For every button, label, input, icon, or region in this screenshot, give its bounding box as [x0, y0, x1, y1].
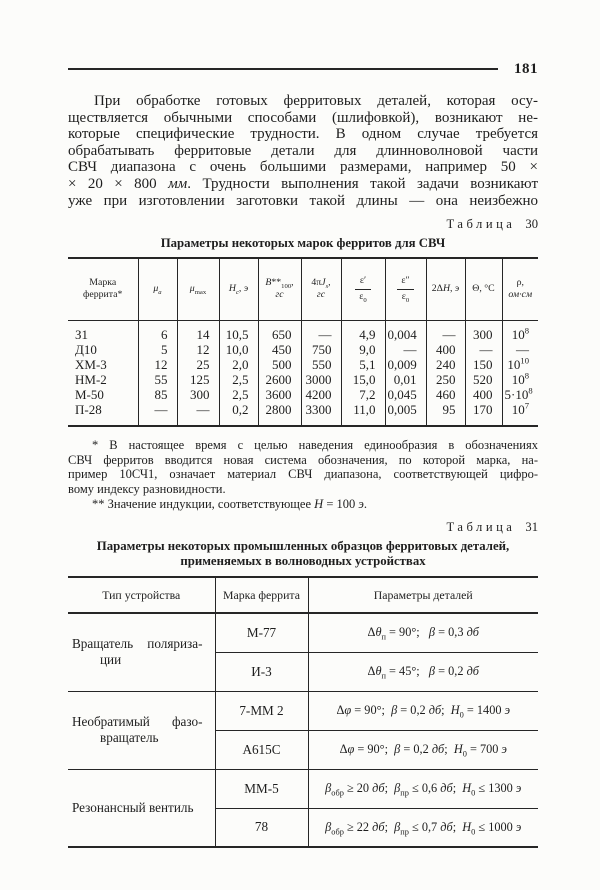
device-type-cell	[68, 613, 215, 691]
table30-row	[68, 402, 538, 426]
value-cell: 500	[258, 357, 301, 372]
ferrite-mark-cell: ХМ-3	[75, 356, 107, 372]
table31-caption-line1: Параметры некоторых промышленных образцов ферритовых деталей,	[96, 539, 510, 554]
value-cell: 4,9	[341, 320, 385, 342]
value-cell: 0,045	[385, 387, 426, 402]
table30-caption: Параметры некоторых марок ферритов для СВЧ	[160, 236, 446, 251]
ferrite-mark-cell: И-3	[215, 652, 308, 691]
eps-double-prime-fraction: $\frac{\varepsilon''}{\varepsilon_0}$	[397, 275, 413, 303]
table31-label	[68, 520, 538, 535]
table30-header	[68, 258, 538, 320]
value-cell: 460	[426, 387, 465, 402]
paragraph-line: При обработке готовых ферритовых деталей, которая осу-	[94, 93, 538, 109]
value-cell: 240	[426, 357, 465, 372]
value-cell: 10,0	[219, 342, 258, 357]
footnote-line: СВЧ ферритов вводится новая система обозначения, по которой марка, на-	[68, 452, 538, 467]
value-cell: 300	[177, 387, 219, 402]
table31-caption-line2: применяемых в волноводных устройствах	[180, 554, 426, 569]
table31-body	[68, 613, 538, 847]
value-cell: 14	[177, 320, 219, 342]
table31-header	[68, 577, 538, 613]
paragraph-line: уже при изготовлении заготовки такой длины — она неизбежно	[68, 192, 538, 209]
footnote-line: пример 10СЧ1, означает материал СВЧ диапазона, соответствующей цифро-	[68, 467, 538, 482]
value-cell: 85	[138, 387, 177, 402]
table31-row	[68, 613, 538, 652]
value-cell: 4200	[301, 387, 341, 402]
col-header-4pijs: $4\pi J_s$, гс	[301, 258, 341, 320]
value-cell: 2600	[258, 372, 301, 387]
value-cell: 12	[138, 357, 177, 372]
device-params-cell: Δφ = 90°; β = 0,2 дб; $H_0 = 700$ э	[308, 730, 538, 769]
device-params-cell: $\Delta\theta_п = 90^\circ$; β = 0,3 дб	[308, 613, 538, 652]
value-cell: 750	[301, 342, 341, 357]
ferrite-mark-cell: З1	[75, 326, 89, 342]
value-cell: 25	[177, 357, 219, 372]
ferrite-mark-cell: М-77	[215, 613, 308, 652]
value-cell: —	[502, 342, 538, 357]
table30	[68, 257, 538, 427]
page-header	[68, 60, 538, 78]
value-cell: 7,2	[341, 387, 385, 402]
value-cell: 150	[465, 357, 502, 372]
table31-caption	[68, 539, 538, 569]
value-cell: 10,5	[219, 320, 258, 342]
table30-row	[68, 320, 538, 342]
col-header-ferrite-mark: Марка феррита*	[68, 258, 138, 320]
table30-row	[68, 342, 538, 357]
value-cell: 9,0	[341, 342, 385, 357]
page-number: 181	[514, 60, 538, 77]
value-cell: 12	[177, 342, 219, 357]
value-cell: 450	[258, 342, 301, 357]
value-cell: $10^{10}$	[502, 357, 538, 372]
paragraph-line: СВЧ диапазона с очень большими размерами, например 50 ×	[68, 159, 538, 176]
value-cell: 0,2	[219, 402, 258, 426]
value-cell: 170	[465, 402, 502, 426]
table30-row	[68, 372, 538, 387]
value-cell: 2,5	[219, 372, 258, 387]
device-type-line: Необратимый фазо-	[72, 714, 203, 730]
value-cell: 3300	[301, 402, 341, 426]
value-cell: 3000	[301, 372, 341, 387]
footnote-line: вому индексу разновидности.	[68, 482, 226, 497]
value-cell: 0,009	[385, 357, 426, 372]
col-header-mu-max: $\mu_{max}$	[177, 258, 219, 320]
device-params-cell: Δφ = 90°; β = 0,2 дб; $H_0 = 1400$ э	[308, 691, 538, 730]
footnote-line: * В настоящее время с целью наведения единообразия в обозначениях	[92, 437, 538, 452]
table31-row	[68, 691, 538, 730]
value-cell: 95	[426, 402, 465, 426]
device-params-cell: $\Delta\theta_п = 45^\circ$; β = 0,2 дб	[308, 652, 538, 691]
col-header-eps-double-prime	[385, 258, 426, 320]
value-cell: 5	[138, 342, 177, 357]
table30-label	[68, 217, 538, 232]
value-cell: 300	[465, 320, 502, 342]
ferrite-mark-cell: П-28	[75, 401, 102, 417]
paragraph-line: ществляется обычными способами (шлифовкой), возникают не-	[68, 109, 538, 126]
value-cell: 3600	[258, 387, 301, 402]
value-cell: 520	[465, 372, 502, 387]
table31-row	[68, 769, 538, 808]
value-cell: 0,005	[385, 402, 426, 426]
device-type-line: Вращатель поляриза-	[72, 636, 203, 652]
device-type-cell	[68, 769, 215, 847]
value-cell: 2,5	[219, 387, 258, 402]
table30-label-word: Таблица	[446, 217, 516, 232]
col-header-theta: Θ, °C	[465, 258, 502, 320]
table31	[68, 576, 538, 848]
value-cell: 55	[138, 372, 177, 387]
col-header-parameters: Параметры деталей	[308, 577, 538, 613]
col-header-hc: $H_c$, э	[219, 258, 258, 320]
col-header-ferrite-mark31: Марка феррита	[215, 577, 308, 613]
device-type-line: ции	[100, 652, 122, 668]
col-header-mu-a: $\mu_a$	[138, 258, 177, 320]
footnotes	[68, 438, 538, 513]
ferrite-mark-cell: ММ-5	[215, 769, 308, 808]
table31-label-word: Таблица	[446, 520, 516, 535]
table30-body	[68, 320, 538, 426]
table30-label-number: 30	[525, 217, 538, 232]
device-params-cell: $\beta_{обр} \ge 22$ дб; $\beta_{пр} \le 0,7$ дб; $H_0 \le 1000$ э	[308, 808, 538, 847]
col-header-device-type: Тип устройства	[68, 577, 215, 613]
value-cell: 2800	[258, 402, 301, 426]
ferrite-mark-cell: Д10	[75, 341, 97, 357]
value-cell: 550	[301, 357, 341, 372]
device-params-cell: $\beta_{обр} \ge 20$ дб; $\beta_{пр} \le 0,6$ дб; $H_0 \le 1300$ э	[308, 769, 538, 808]
value-cell: 650	[258, 320, 301, 342]
value-cell: 0,004	[385, 320, 426, 342]
value-cell: 0,01	[385, 372, 426, 387]
value-cell: 6	[138, 320, 177, 342]
paragraph-line: × 20 × 800 мм. Трудности выполнения такой задачи возникают	[68, 175, 538, 192]
value-cell: $5\cdot 10^8$	[502, 387, 538, 402]
value-cell: 11,0	[341, 402, 385, 426]
value-cell: —	[426, 320, 465, 342]
value-cell: 15,0	[341, 372, 385, 387]
value-cell: —	[465, 342, 502, 357]
ferrite-mark-cell: 7-ММ 2	[215, 691, 308, 730]
device-type-line: вращатель	[100, 730, 159, 746]
col-header-rho: ρ, ом·см	[502, 258, 538, 320]
value-cell: —	[385, 342, 426, 357]
value-cell: —	[301, 320, 341, 342]
eps-prime-fraction: $\frac{\varepsilon'}{\varepsilon_0}$	[355, 275, 370, 303]
col-header-b100: $B**_{100}$, гс	[258, 258, 301, 320]
value-cell: 400	[426, 342, 465, 357]
device-type-line: Резонансный вентиль	[72, 799, 194, 815]
col-header-2dh: 2ΔH, э	[426, 258, 465, 320]
ferrite-mark-cell: 78	[215, 808, 308, 847]
value-cell: 5,1	[341, 357, 385, 372]
value-cell: —	[138, 402, 177, 426]
value-cell: —	[177, 402, 219, 426]
header-rule	[68, 68, 498, 70]
ferrite-mark-cell: НМ-2	[75, 371, 107, 387]
value-cell: 2,0	[219, 357, 258, 372]
col-header-eps-prime	[341, 258, 385, 320]
paragraph-line: обрабатывать ферритовые детали для длинноволновой части	[68, 142, 538, 159]
device-type-cell	[68, 691, 215, 769]
ferrite-mark-cell: А615С	[215, 730, 308, 769]
value-cell: 125	[177, 372, 219, 387]
table30-row	[68, 387, 538, 402]
value-cell: $10^8$	[502, 372, 538, 387]
intro-paragraph	[68, 93, 538, 209]
value-cell: $10^7$	[502, 402, 538, 426]
footnote-line: ** Значение индукции, соответствующее H = 100 э.	[92, 497, 368, 512]
value-cell: 250	[426, 372, 465, 387]
table30-row	[68, 357, 538, 372]
table31-label-number: 31	[525, 520, 538, 535]
paragraph-line: которые специфические трудности. В одном случае требуется	[68, 126, 538, 143]
ferrite-mark-cell: М-50	[75, 386, 104, 402]
value-cell: 400	[465, 387, 502, 402]
value-cell: $10^8$	[502, 320, 538, 342]
